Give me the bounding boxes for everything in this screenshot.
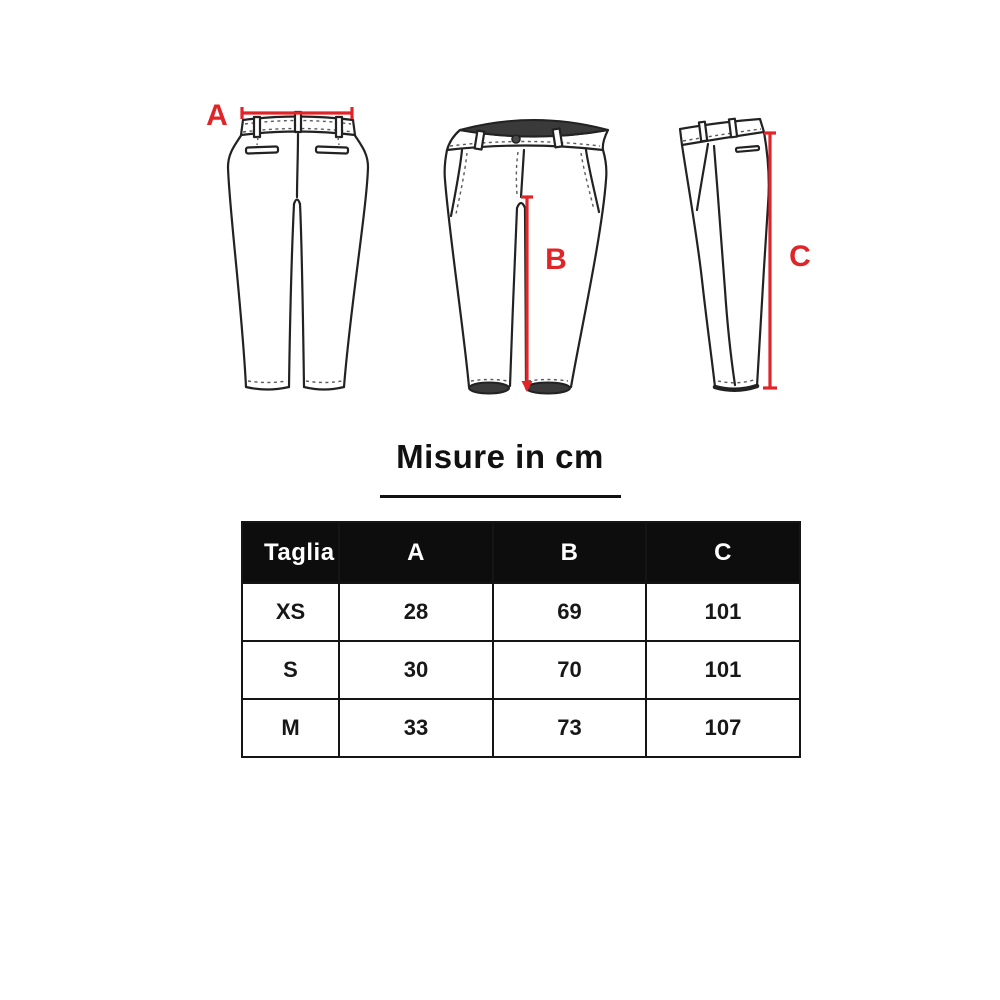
size-table	[241, 521, 801, 758]
size-chart-title: Misure in cm	[396, 438, 604, 475]
side-leg	[682, 132, 769, 390]
title-underline	[380, 495, 621, 498]
size-cell: XS	[242, 583, 339, 641]
front-right-hem-opening	[526, 383, 570, 394]
value-cell: 101	[646, 583, 800, 641]
measure-label-a: A	[206, 99, 228, 132]
back-legs	[228, 134, 368, 390]
header-row	[242, 522, 800, 583]
value-cell: 69	[493, 583, 646, 641]
col-header-c: C	[646, 522, 800, 583]
value-cell: 28	[339, 583, 493, 641]
front-waistband	[447, 120, 608, 150]
size-cell: S	[242, 641, 339, 699]
waist-button	[512, 135, 520, 143]
measure-b-line	[521, 197, 533, 392]
value-cell: 70	[493, 641, 646, 699]
measure-label-c: C	[789, 240, 811, 273]
table-row-m	[242, 699, 800, 757]
front-left-hem-opening	[469, 383, 509, 394]
col-header-a: A	[339, 522, 493, 583]
size-cell: M	[242, 699, 339, 757]
value-cell: 73	[493, 699, 646, 757]
side-waistband	[680, 119, 764, 152]
side-pocket-welt	[736, 146, 759, 152]
col-header-taglia: Taglia	[242, 522, 339, 583]
table-row-s	[242, 641, 800, 699]
measure-label-b: B	[545, 243, 567, 276]
col-header-b: B	[493, 522, 646, 583]
value-cell: 101	[646, 641, 800, 699]
pants-back-view-drawing	[200, 95, 430, 405]
size-table-header	[242, 522, 800, 583]
value-cell: 107	[646, 699, 800, 757]
value-cell: 33	[339, 699, 493, 757]
table-row-xs	[242, 583, 800, 641]
value-cell: 30	[339, 641, 493, 699]
